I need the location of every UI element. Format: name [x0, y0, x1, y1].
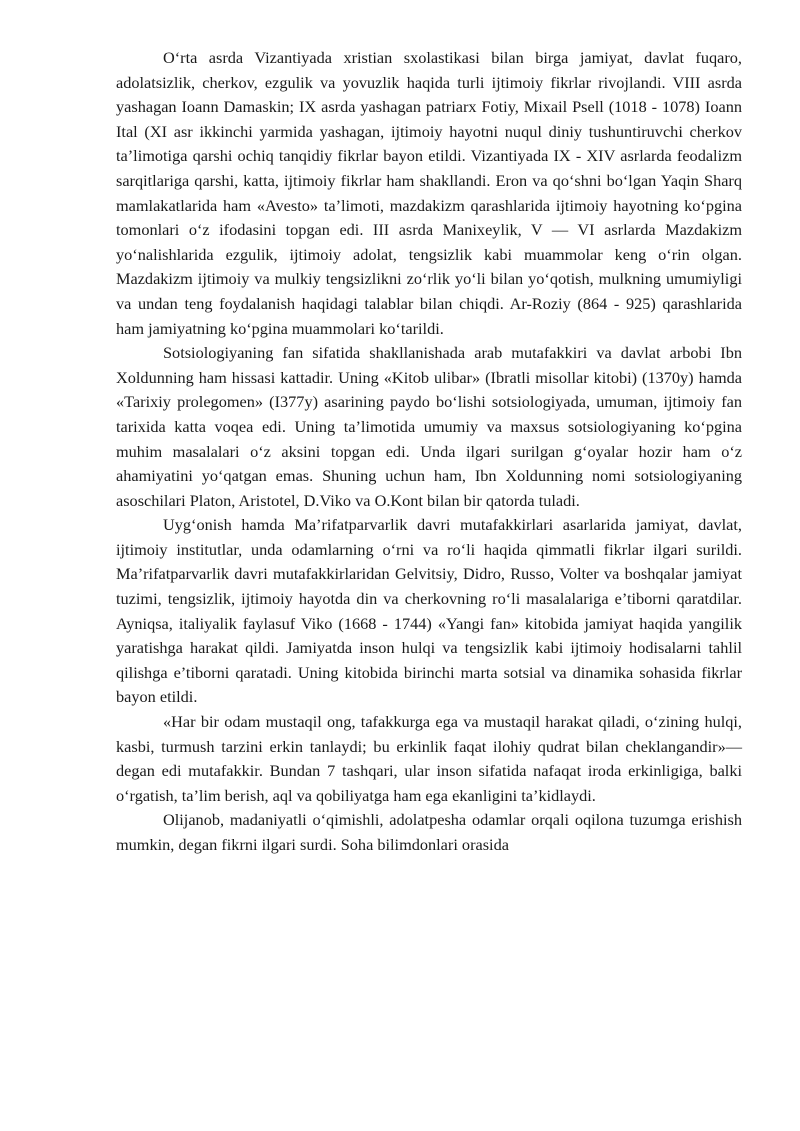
paragraph-quote: «Har bir odam mustaqil ong, tafakkurga ega va mustaqil harakat qiladi, o‘zining hulqi, kasbi, turmush tarzini erkin tanlaydi; bu erkinlik faqat ilohiy qudrat bilan cheklangandir»—degan edi mutafakkir. Bundan 7 tashqari, ular inson sifatida nafaqat iroda erkinligiga, balki o‘rgatish, ta’lim berish, aql va qobiliyatga ham ega ekanligini ta’kidlaydi. — [116, 712, 742, 805]
paragraph-ibn-xoldun: Sotsiologiyaning fan sifatida shakllanishada arab mutafakkiri va davlat arbobi Ibn Xoldunning ham hissasi kattadir. Uning «Kitob ulibar» (Ibratli misollar kitobi) (1370y) hamda «Tarixiy prolegomen» (I377y) asarining paydo bo‘lishi sotsiologiyada, umuman, ijtimoiy fan tarixida katta voqea edi. Uning ta’limotida umumiy va maxsus sotsiologiyaning ko‘pgina muhim masalalari o‘z aksini topgan edi. Unda ilgari surilgan g‘oyalar hozir ham o‘z ahamiyatini yo‘qatgan emas. Shuning uchun ham, Ibn Xoldunning nomi sotsiologiyaning asoschilari Platon, Aristotel, D.Viko va O.Kont bilan bir qatorda tuladi. — [116, 343, 742, 510]
paragraph-vizantiya: O‘rta asrda Vizantiyada xristian sxolastikasi bilan birga jamiyat, davlat fuqaro, adolatsizlik, cherkov, ezgulik va yovuzlik haqida turli ijtimoiy fikrlar rivojlandi. VIII asrda yashagan Ioann Damaskin; IX asrda yashagan patriarx Fotiy, Mixail Psell (1018 - 1078) Ioann Ital (XI asr ikkinchi yarmida yashagan, ijtimoiy hayotni nuqul diniy tushuntiruvchi cherkov ta’limotiga qarshi ochiq tanqidiy fikrlar bayon etildi. Vizantiyada IX - XIV asrlarda feodalizm sarqitlariga qarshi, katta, ijtimoiy fikrlar ham shakllandi. Eron va qo‘shni bo‘lgan Yaqin Sharq mamlakatlarida ham «Avesto» ta’limoti, mazdakizm qarashlarida ijtimoiy hayotning ko‘pgina tomonlari o‘z ifodasini topgan edi. III asrda Manixeylik, V — VI asrlarda Mazdakizm yo‘nalishlarida ezgulik, ijtimoiy adolat, tengsizlik kabi muammolar keng o‘rin olgan. Mazdakizm ijtimoiy va mulkiy tengsizlikni zo‘rlik yo‘li bilan yo‘qotish, mulkning umumiyligi va undan teng foydalanish haqidagi talablar bilan chiqdi. Ar-Roziy (864 - 925) qarashlarida ham jamiyatning ko‘pgina muammolari ko‘tarildi. — [116, 48, 742, 338]
paragraph-olijanob: Olijanob, madaniyatli o‘qimishli, adolatpesha odamlar orqali oqilona tuzumga erishish mumkin, degan fikrni ilgari surdi. Soha bilimdonlari orasida — [116, 810, 742, 854]
paragraph-marifatparvarlik: Uyg‘onish hamda Ma’rifatparvarlik davri mutafakkirlari asarlarida jamiyat, davlat, ijtimoiy institutlar, unda odamlarning o‘rni va ro‘li haqida qimmatli fikrlar ilgari surildi. Ma’rifatparvarlik davri mutafakkirlaridan Gelvitsiy, Didro, Russo, Volter va boshqalar jamiyat tuzimi, tengsizlik, ijtimoiy hayotda din va cherkovning ro‘li masalalariga e’tiborni qaratdilar. Ayniqsa, italiyalik faylasuf Viko (1668 - 1744) «Yangi fan» kitobida jamiyat haqida yangilik yaratishga harakat qildi. Jamiyatda inson hulqi va tengsizlik kabi ijtimoiy hodisalarni tahlil qilishga e’tiborni qaratadi. Uning kitobida birinchi marta sotsial va dinamika sohasida fikrlar bayon etildi. — [116, 515, 742, 707]
document-page — [116, 46, 742, 858]
